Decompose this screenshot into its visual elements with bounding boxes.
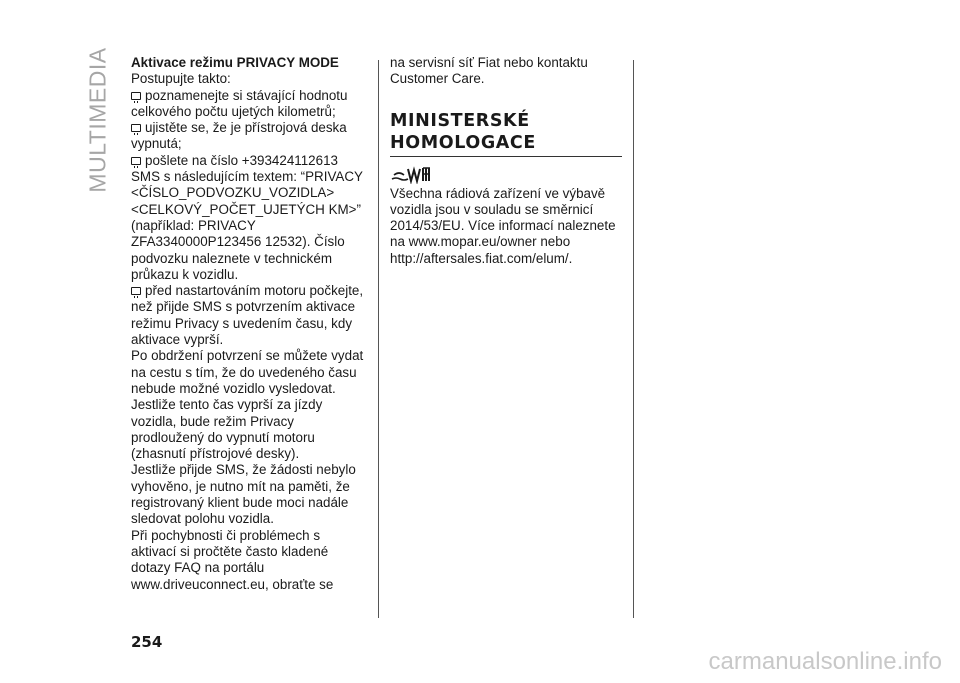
text-column-1: [131, 55, 369, 593]
watermark: carmanualsonline.info: [708, 648, 942, 675]
body-paragraph: Jestliže přijde SMS, že žádosti nebylo vyhověno, je nutno mít na paměti, že registrovaný klient bude moci nadále sledovat polohu vozidla.: [131, 462, 356, 527]
bullet-text: před nastartováním motoru počkejte, než přijde SMS s potvrzením aktivace režimu Privacy s uvedením času, kdy aktivace vyprší.: [131, 283, 364, 348]
body-paragraph: Všechna rádiová zařízení ve výbavě vozidla jsou v souladu se směrnicí 2014/53/EU. Více informací naleznete na www.mopar.eu/owner nebo http://aftersales.fiat.com/elum/.: [390, 185, 616, 266]
bullet-icon: [131, 92, 141, 100]
section-title: [390, 110, 622, 157]
bullet-item: [131, 88, 369, 121]
page-number: 254: [131, 633, 163, 651]
bullet-item: [131, 283, 369, 348]
column-divider-left: [378, 60, 379, 618]
continuation-text: na servisní síť Fiat nebo kontaktu Customer Care.: [390, 55, 588, 87]
bullet-item: [131, 153, 369, 283]
bullet-text: poznamenejte si stávající hodnotu celkového počtu ujetých kilometrů;: [131, 87, 348, 119]
section-tab: [84, 47, 111, 193]
radio-approval-icon: [390, 164, 622, 184]
body-paragraph: Po obdržení potvrzení se můžete vydat na cestu s tím, že do uvedeného času nebude možné vozidlo vysledovat. Jestliže tento čas vyprší za jízdy vozidla, bude režim Privacy prodloužený do vypnutí motoru (zhasnutí přístrojové desky).: [131, 348, 364, 462]
bullet-icon: [131, 157, 141, 165]
text-column-2: [390, 55, 622, 267]
body-paragraph: Při pochybnosti či problémech s aktivací si pročtěte často kladené dotazy FAQ na portálu www.driveuconnect.eu, obraťte se: [131, 527, 334, 592]
section-tab-label: MULTIMEDIA: [84, 47, 111, 193]
bullet-text: ujistěte se, že je přístrojová deska vypnutá;: [131, 120, 347, 152]
bullet-text: pošlete na číslo +393424112613 SMS s následujícím textem: “PRIVACY <ČÍSLO_PODVOZKU_VOZIDLA> <CELKOVÝ_POČET_UJETÝCH KM>” (například: PRIVACY ZFA3340000P123456 12532). Číslo podvozku naleznete v technickém průkazu k vozidlu.: [131, 152, 363, 282]
bullet-item: [131, 120, 369, 153]
section-title-line: MINISTERSKÉ: [390, 110, 530, 131]
bullet-icon: [131, 287, 141, 295]
section-title-line: HOMOLOGACE: [390, 132, 536, 153]
bullet-icon: [131, 124, 141, 132]
subsection-heading: Aktivace režimu PRIVACY MODE: [131, 55, 339, 70]
column-divider-right: [633, 60, 634, 618]
intro-text: Postupujte takto:: [131, 71, 231, 87]
